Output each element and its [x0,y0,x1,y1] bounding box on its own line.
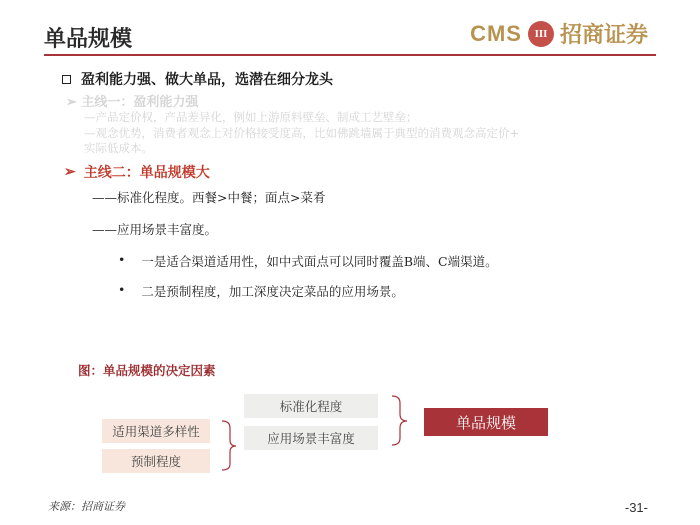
bullet-prep-text: 二是预制程度，加工深度决定菜品的应用场景。 [141,284,404,299]
factor-prep-box: 预制程度 [102,449,210,473]
figure-caption: 图：单品规模的决定因素 [78,363,216,378]
page-number: -31- [624,500,648,515]
factor-standardization-box: 标准化程度 [244,394,378,418]
factor-scenario-box: 应用场景丰富度 [244,426,378,450]
faded-line-concept: —观念优势，消费者观念上对价格接受度高，比如佛跳墙属于典型的消费观念高定价+ [84,126,520,140]
page-title: 单品规模 [44,27,133,52]
result-scale-box: 单品规模 [424,408,548,436]
faded-line-cost: 实际低成本。 [84,141,153,155]
brace-left-icon [222,421,236,470]
faded-line-pricing: —产品定价权，产品差异化，例如上游原料壁垒、制成工艺壁垒； [84,110,418,124]
brace-right-icon [392,396,407,445]
logo-chinese: 招商证券 [559,23,648,48]
scenario-line: ——应用场景丰富度。 [92,222,218,237]
bullet-dot-icon: • [118,282,126,297]
arrow-icon: ➢ [64,164,76,180]
logo-latin: CMS [470,20,522,46]
faded-theme-one: ➢ 主线一：盈利能力强 [66,95,199,110]
heading-text: 盈利能力强、做大单品，选潜在细分龙头 [81,72,333,88]
source-note: 来源：招商证券 [48,500,125,513]
bullet-channel-text: 一是适合渠道适用性，如中式面点可以同时覆盖B端、C端渠道。 [141,254,498,269]
standardization-line: ——标准化程度。西餐>中餐；面点>菜肴 [92,190,326,205]
factor-channel-box: 适用渠道多样性 [102,419,210,443]
theme-two-label: 主线二：单品规模大 [83,165,210,181]
bullet-dot-icon: • [118,252,126,267]
logo-emblem-icon: III [528,21,554,47]
